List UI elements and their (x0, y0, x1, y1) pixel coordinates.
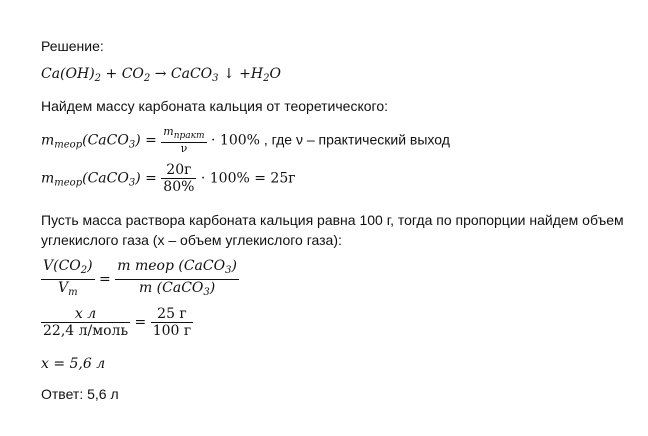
formula2-fraction (161, 162, 196, 195)
product-1: CaCO (170, 66, 213, 82)
reactant-2: CO (121, 66, 144, 82)
formula1-close: ) = (135, 132, 162, 149)
formula1-rest: · 100% (206, 132, 260, 149)
product-1-sub: 3 (212, 73, 219, 84)
paragraph-line-2: углекислого газа (х – объем углекислого газа): (41, 232, 342, 248)
p1-num-right: m теор (CaCO (117, 258, 226, 274)
product-2-sub: 2 (263, 73, 270, 84)
formula2-sub: теор (54, 177, 83, 189)
p1-num-left: V(CO (43, 258, 81, 274)
p1-num-left-end: ) (87, 258, 93, 274)
formula2-sub3: 3 (128, 177, 136, 189)
proportion2-left (41, 306, 130, 339)
solution-heading: Решение: (41, 38, 104, 54)
formula1-open: (CaCO (82, 132, 129, 149)
down-arrow-icon: ↓ (218, 66, 240, 82)
proportion2-right (151, 306, 194, 339)
p2-equals: = (130, 314, 151, 331)
formula1-num-m: m (163, 125, 174, 138)
p1-num-right-end: ) (231, 258, 237, 274)
proportion1-left (41, 258, 95, 301)
p1-den-right: m (CaCO (138, 280, 204, 296)
find-mass-text: Найдем массу карбоната кальция от теоретического: (41, 98, 388, 114)
result-equation: x = 5,6 л (41, 356, 106, 372)
p1-num-right-sub: 3 (225, 265, 232, 276)
formula1-num-sub: практ (173, 131, 205, 141)
formula-calculated-mass (41, 162, 296, 195)
p1-den-right-end: ) (209, 280, 216, 296)
formula1-sub3: 3 (128, 139, 136, 151)
paragraph-line-1: Пусть масса раствора карбоната кальция равна 100 г, тогда по пропорции найдем объем (41, 212, 624, 228)
p2-num-right: 25 г (151, 306, 194, 323)
formula2-den: 80% (163, 179, 195, 195)
reaction-equation (41, 66, 281, 84)
formula2-rest: · 100% = 25г (196, 170, 296, 187)
reactant-1: Ca(OH) (41, 66, 95, 82)
p1-den-right-sub: 3 (203, 287, 210, 298)
proportion1-right (115, 258, 239, 301)
p1-num-left-sub: 2 (80, 265, 88, 276)
formula2-m: m (41, 170, 55, 187)
plus-sign: + (101, 66, 122, 82)
formula2-open: (CaCO (82, 170, 129, 187)
arrow-icon: → (150, 66, 171, 82)
formula1-m: m (41, 132, 55, 149)
p1-equals: = (94, 271, 116, 288)
p2-num-left: x л (41, 306, 130, 323)
formula-theoretical-mass (41, 126, 450, 155)
proportion-numeric (41, 306, 193, 339)
p1-den-left: V (58, 280, 69, 296)
formula1-sub: теор (54, 139, 83, 151)
p2-den-left: 22,4 л/моль (43, 323, 129, 339)
proportion-volume (41, 258, 239, 301)
formula2-num: 20г (161, 162, 196, 179)
formula1-note: , где ν – практический выход (259, 131, 450, 148)
p1-den-left-sub: m (68, 287, 78, 298)
plus-sign-2: + (239, 66, 251, 82)
formula2-close: ) = (135, 170, 162, 187)
reactant-2-sub: 2 (143, 73, 151, 84)
reactant-1-sub: 2 (94, 73, 102, 84)
product-2: H (250, 66, 264, 82)
p2-den-right: 100 г (152, 323, 192, 339)
formula1-den: ν (180, 142, 188, 155)
product-2-end: O (269, 66, 281, 82)
formula1-fraction (161, 126, 206, 155)
answer-text: Ответ: 5,6 л (41, 386, 119, 402)
